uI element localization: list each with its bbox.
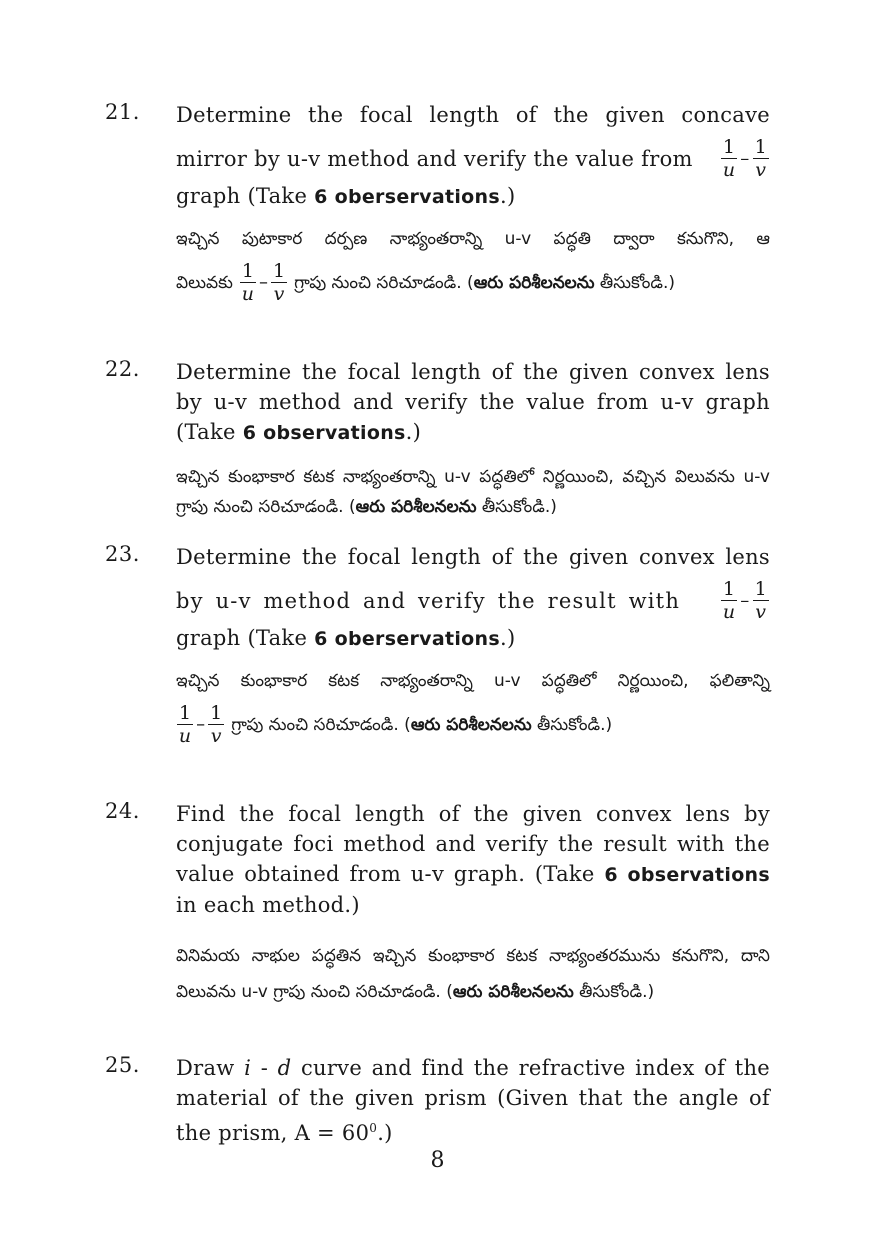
minus-sign: – [258,271,268,293]
question-text-en [176,799,770,920]
text-span: గ్రాపు నుంచి సరిచూడండి. ( [294,272,474,293]
numerator: 1 [722,578,736,600]
question-24 [105,799,770,1010]
minus-sign: – [740,589,750,611]
question-21 [105,100,770,305]
text-span: curve and find the refractive index of the material of the given prism (Given that the angle of the prism, A = 60 [176,1056,770,1145]
bold-text: 6 oberservations [314,186,500,208]
bold-text: 6 observations [242,422,406,444]
text-span: in each method.) [176,893,360,917]
text-line: Determine the focal length of the given concave [176,103,770,127]
text-span: గ్రాపు నుంచి సరిచూడండి. ( [231,714,411,735]
question-text-te [176,666,770,747]
bold-text: ఆరు పరిశీలనలను [410,714,532,735]
text-span: graph (Take [176,626,315,650]
text-span: - [251,1056,278,1080]
text-span: .) [499,184,516,208]
page-number: 8 [430,1148,445,1173]
variable-d: d [277,1056,292,1080]
numerator: 1 [272,260,286,282]
question-number: 24. [105,799,140,823]
bold-text: ఆరు పరిశీలనలను [355,497,477,517]
text-span: by u-v method and verify the result with [176,588,681,613]
fraction-1-over-v [753,578,769,623]
text-span: ఇచ్చిన కుంభాకార కటక నాభ్యంతరాన్ని u-v పద్ధతిలో నిర్ణయించి, వచ్చిన విలువను u-v గ్రాపు నుంచి సరిచూడండి. ( [176,467,770,517]
question-23 [105,542,770,747]
text-line [176,260,770,305]
denominator: v [210,725,222,747]
formula-1u-minus-1v [720,578,770,623]
text-span: .) [405,420,422,444]
text-span: తీసుకోండి.) [476,497,557,517]
bold-text: 6 observations [604,864,770,886]
text-span [294,268,675,298]
denominator: u [178,725,192,747]
numerator: 1 [754,578,767,600]
text-line [176,623,770,654]
bold-text: 6 oberservations [314,628,500,650]
question-text-te [176,462,770,522]
text-span: వినిమయ నాభుల పద్ధతిన ఇచ్చిన కుంభాకార కటక నాభ్యంతరమును కనుగొని, దాని విలువను u-v గ్రాపు నుంచి సరిచూడండి. ( [176,946,770,1002]
text-line [176,136,770,181]
numerator: 1 [722,136,736,158]
fraction-1-over-u [721,578,737,623]
degree-superscript: 0 [369,1121,378,1135]
text-span: విలువకు [176,272,233,293]
denominator: u [241,283,255,305]
fraction-1-over-u [177,702,193,747]
question-25 [105,1053,770,1148]
question-text-en [176,1053,770,1148]
numerator: 1 [754,136,767,158]
denominator: v [755,601,767,623]
text-span: Find the focal length of the given convex lens by conjugate foci method and verify the result with the value obtained from u-v graph. (Take [176,802,770,886]
formula-1u-minus-1v [720,136,770,181]
question-22 [105,357,770,522]
bold-text: ఆరు పరిశీలనలను [452,982,574,1002]
fraction-1-over-v [753,136,769,181]
text-line [176,702,770,747]
text-span: graph (Take [176,184,315,208]
text-span: Determine the focal length of the given convex lens by u-v method and verify the value from u-v graph (Take [176,360,770,444]
text-line [176,578,770,623]
fraction-1-over-v [271,260,287,305]
fraction-1-over-u [721,136,737,181]
text-span: .) [377,1121,393,1145]
minus-sign: – [196,713,206,735]
variable-i: i [244,1056,252,1080]
question-text-en [176,100,770,212]
minus-sign: – [740,147,750,169]
text-line: Determine the focal length of the given convex lens [176,545,770,569]
text-span: తీసుకోండి.) [573,982,655,1002]
question-number: 22. [105,357,140,381]
denominator: u [722,601,736,623]
numerator: 1 [210,702,223,724]
question-number: 23. [105,542,140,566]
denominator: v [273,283,285,305]
fraction-1-over-v [208,702,224,747]
denominator: u [722,159,736,181]
question-number: 21. [105,100,140,124]
text-span [231,710,612,740]
numerator: 1 [179,702,192,724]
text-span: తీసుకోండి.) [531,714,613,735]
text-line: ఇచ్చిన కుంభాకార కటక నాభ్యంతరాన్ని u-v పద్ధతిలో నిర్ణయించి, ఫలితాన్ని [176,671,770,691]
fraction-1-over-u [240,260,256,305]
text-line [176,181,770,212]
formula-1u-minus-1v [176,702,225,747]
question-text-te [176,938,770,1010]
text-line: ఇచ్చిన పుటాకార దర్పణ నాభ్యంతరాన్ని u-v పద్ధతి ద్వారా కనుగొని, ఆ [176,229,770,249]
text-span: తీసుకోండి.) [594,272,675,293]
question-text-te [176,224,770,305]
question-text-en [176,542,770,654]
text-span: mirror by u-v method and verify the value from [176,146,693,171]
question-text-en [176,357,770,448]
text-span: .) [499,626,516,650]
formula-1u-minus-1v [239,260,288,305]
denominator: v [755,159,767,181]
numerator: 1 [241,260,254,282]
text-span: Draw [176,1056,245,1080]
question-number: 25. [105,1053,140,1077]
bold-text: ఆరు పరిశీలనలను [473,272,595,293]
